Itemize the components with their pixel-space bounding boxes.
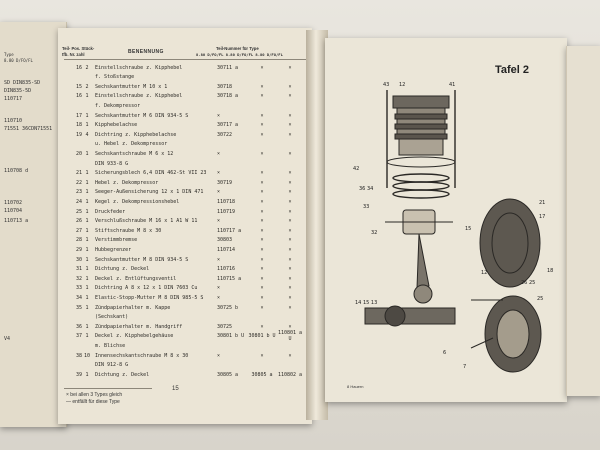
cell-c1: 30805 a xyxy=(217,371,239,378)
cell-desc: Druckfeder xyxy=(95,208,126,215)
cell-qty: 1 xyxy=(85,333,89,340)
cell-c2: × xyxy=(260,150,264,157)
cell-pos: 35 xyxy=(75,304,82,311)
cell-desc: Innensechskantschraube M 8 x 30 xyxy=(95,352,189,359)
cell-c2: × xyxy=(260,275,264,282)
cell-c2: × xyxy=(260,237,264,244)
cell-c2: × xyxy=(260,323,264,330)
column-header-types: Teil-Nummer für Type xyxy=(216,46,259,51)
cell-c2: × xyxy=(260,131,264,138)
cell-c2: × xyxy=(260,256,264,263)
edge-line: 110710 xyxy=(4,118,23,124)
cell-desc: Dichtring A 8 x 12 x 1 DIN 7603 Cu xyxy=(95,285,198,292)
cell-qty: 1 xyxy=(85,237,89,244)
cell-pos: 30 xyxy=(75,256,82,263)
cell-desc: Sechskantmutter M 10 x 1 xyxy=(95,83,168,90)
cell-desc: m. Blichse xyxy=(95,342,126,349)
footnote-1: × bei allen 3 Types gleich xyxy=(66,392,123,398)
svg-text:42: 42 xyxy=(353,166,360,172)
cell-c2: × xyxy=(260,304,264,311)
svg-text:36 34: 36 34 xyxy=(359,186,374,192)
exploded-diagram-page xyxy=(325,38,567,402)
cell-c3: × xyxy=(288,218,292,225)
cell-qty: 1 xyxy=(85,93,89,100)
cell-c3: × xyxy=(288,64,292,71)
cell-c2: × xyxy=(260,352,264,359)
cell-c1: 110716 xyxy=(217,266,236,273)
cell-c3: × xyxy=(288,294,292,301)
engine-exploded-view xyxy=(325,38,567,402)
cell-c1: × xyxy=(217,189,221,196)
cell-qty: 1 xyxy=(85,256,89,263)
cell-c3: × xyxy=(288,304,292,311)
cell-c3: × xyxy=(288,83,292,90)
cell-qty: 1 xyxy=(85,179,89,186)
svg-text:12: 12 xyxy=(481,270,488,276)
cell-pos: 22 xyxy=(75,179,82,186)
cell-pos: 27 xyxy=(75,227,82,234)
cell-c2: × xyxy=(260,218,264,225)
cell-qty: 1 xyxy=(85,323,89,330)
cell-desc: Einstellschraube z. Kipphebel xyxy=(95,64,183,71)
cell-pos: 19 xyxy=(75,131,82,138)
cell-c1: 110714 xyxy=(217,246,236,253)
cell-c1: × xyxy=(217,112,221,119)
edge-line: 110708 d xyxy=(4,168,29,174)
cell-c2: × xyxy=(260,179,264,186)
cell-c3: × xyxy=(288,198,292,205)
cell-desc: Deckel z. Entlüftungsventil xyxy=(95,275,177,282)
cell-c1: 30801 b U xyxy=(217,333,245,340)
table-row xyxy=(64,369,306,380)
cell-desc: Hebel z. Dekompressor xyxy=(95,179,159,186)
svg-text:26 25: 26 25 xyxy=(521,280,536,286)
cell-c2: × xyxy=(260,122,264,129)
svg-text:6: 6 xyxy=(443,350,447,356)
cell-desc: f. Stoßstange xyxy=(95,74,135,81)
edge-header: Type xyxy=(4,52,14,57)
cell-c3: × xyxy=(288,275,292,282)
cell-c1: × xyxy=(217,218,221,225)
cell-pos: 33 xyxy=(75,285,82,292)
cell-qty: 1 xyxy=(85,275,89,282)
cell-qty: 4 xyxy=(85,131,89,138)
cell-qty: 1 xyxy=(85,246,89,253)
cell-desc: Seeger-Außensicherung 12 x 1 DIN 471 xyxy=(95,189,204,196)
cell-c1: × xyxy=(217,170,221,177)
footnote-rule xyxy=(64,388,152,389)
cell-c1: 110719 xyxy=(217,208,236,215)
cell-c1: 30725 xyxy=(217,323,233,330)
cell-pos: 31 xyxy=(75,266,82,273)
svg-text:7: 7 xyxy=(463,364,467,370)
edge-line: 71551 36CDN71551 xyxy=(4,126,53,132)
cell-c1: 30718 xyxy=(217,83,233,90)
cell-desc: Hubbegrenzer xyxy=(95,246,132,253)
cell-desc: Kipphebelachse xyxy=(95,122,138,129)
cell-c3: × xyxy=(288,93,292,100)
cell-qty: 2 xyxy=(85,83,89,90)
cell-pos: 16 xyxy=(75,93,82,100)
cell-desc: Sechskantmutter M 6 DIN 934-5 S xyxy=(95,112,189,119)
cell-desc: Zündpapierhalter m. Handgriff xyxy=(95,323,183,330)
cell-desc: Stiftschraube M 8 x 30 xyxy=(95,227,162,234)
cell-desc: Kegel z. Dekompressionshebel xyxy=(95,198,180,205)
cell-c1: 30725 b xyxy=(217,304,239,311)
cell-c2: × xyxy=(260,285,264,292)
cell-c3: 110802 a xyxy=(277,371,303,378)
cell-qty: 1 xyxy=(85,218,89,225)
parts-list-page xyxy=(58,28,312,424)
cell-pos: 32 xyxy=(75,275,82,282)
cell-c3: × xyxy=(288,256,292,263)
cell-qty: 1 xyxy=(85,266,89,273)
cell-pos: 38 xyxy=(75,352,82,359)
cell-pos: 15 xyxy=(75,83,82,90)
cell-c1: × xyxy=(217,285,221,292)
cell-qty: 1 xyxy=(85,208,89,215)
cell-c2: 30805 a xyxy=(251,371,273,378)
column-header-desc: BENENNUNG xyxy=(128,49,164,55)
cell-c2: × xyxy=(260,93,264,100)
column-header-pos: Teil- Pos. Stück- xyxy=(62,46,95,51)
cell-c3: × xyxy=(288,323,292,330)
cell-pos: 37 xyxy=(75,333,82,340)
cell-c1: 30717 a xyxy=(217,122,239,129)
cell-qty: 1 xyxy=(85,112,89,119)
cell-pos: 39 xyxy=(75,371,82,378)
cell-c3: × xyxy=(288,150,292,157)
cell-qty: 1 xyxy=(85,371,89,378)
cell-c1: 30803 xyxy=(217,237,233,244)
cell-pos: 36 xyxy=(75,323,82,330)
cell-qty: 10 xyxy=(83,352,91,359)
cell-qty: 1 xyxy=(85,227,89,234)
cell-pos: 26 xyxy=(75,218,82,225)
cell-c3: × xyxy=(288,131,292,138)
cell-c3: × xyxy=(288,227,292,234)
cell-qty: 1 xyxy=(85,150,89,157)
cell-c1: 110717 a xyxy=(217,227,242,234)
cell-qty: 1 xyxy=(85,170,89,177)
cell-desc: Elastic-Stopp-Mutter M 8 DIN 985-5 S xyxy=(95,294,204,301)
column-header-type-names: 8.80 D/FO/FL 8.80 D/FO/FL 8.80 D/FO/FL xyxy=(196,52,283,57)
svg-text:43: 43 xyxy=(383,82,390,88)
svg-text:21: 21 xyxy=(539,200,546,206)
cell-qty: 1 xyxy=(85,198,89,205)
cell-qty: 1 xyxy=(85,189,89,196)
footnote-2: — entfällt für diese Type xyxy=(66,399,120,405)
page-number: 15 xyxy=(172,386,179,392)
previous-page-edge xyxy=(0,22,67,427)
next-page-edge xyxy=(566,46,600,396)
edge-line: 110713 a xyxy=(4,218,29,224)
svg-text:12: 12 xyxy=(399,82,406,88)
cell-desc: Dichtung z. Deckel xyxy=(95,266,150,273)
svg-text:32: 32 xyxy=(371,230,378,236)
cell-c2: × xyxy=(260,227,264,234)
plate-footer: 8 Hauern xyxy=(347,384,364,389)
cell-c3: × xyxy=(288,112,292,119)
cell-c3: × xyxy=(288,189,292,196)
cell-desc: Verstimmbremse xyxy=(95,237,138,244)
cell-pos: 24 xyxy=(75,198,82,205)
cell-c2: × xyxy=(260,112,264,119)
cell-desc: DIN 912-8 G xyxy=(95,362,129,369)
cell-pos: 17 xyxy=(75,112,82,119)
cell-desc: Deckel z. Kipphebelgehäuse xyxy=(95,333,174,340)
cell-c2: × xyxy=(260,64,264,71)
edge-line: DIN835-5D xyxy=(4,88,32,94)
cell-c1: 30718 a xyxy=(217,93,239,100)
svg-text:18: 18 xyxy=(547,268,554,274)
cell-pos: 34 xyxy=(75,294,82,301)
edge-line: 110702 xyxy=(4,200,23,206)
cell-desc: DIN 933-8 G xyxy=(95,160,129,167)
cell-pos: 29 xyxy=(75,246,82,253)
cell-c3: × xyxy=(288,246,292,253)
cell-c2: × xyxy=(260,189,264,196)
cell-c2: × xyxy=(260,198,264,205)
cell-desc: Zündpapierhalter m. Kappe xyxy=(95,304,171,311)
header-rule xyxy=(64,59,306,60)
edge-line: SD DIN835-SD xyxy=(4,80,41,86)
cell-pos: 23 xyxy=(75,189,82,196)
cell-c3: × xyxy=(288,266,292,273)
cell-c2: × xyxy=(260,266,264,273)
cell-c3: × xyxy=(288,237,292,244)
cell-qty: 1 xyxy=(85,122,89,129)
cell-pos: 25 xyxy=(75,208,82,215)
cell-qty: 1 xyxy=(85,304,89,311)
cell-c3: × xyxy=(288,352,292,359)
cell-qty: 1 xyxy=(85,285,89,292)
cell-desc: Verschlußschraube M 16 x 1 A1 W 11 xyxy=(95,218,198,225)
plate-title: Tafel 2 xyxy=(495,64,530,76)
cell-c1: 30711 a xyxy=(217,64,239,71)
cell-desc: (Sechskant) xyxy=(95,314,129,321)
cell-c1: 110715 a xyxy=(217,275,242,282)
svg-text:15: 15 xyxy=(465,226,472,232)
edge-line: V4 xyxy=(4,336,11,342)
cylinder-head-drawing xyxy=(393,96,449,155)
cell-c2: × xyxy=(260,83,264,90)
cell-c2: × xyxy=(260,246,264,253)
cell-c2: × xyxy=(260,208,264,215)
cell-c1: 30719 xyxy=(217,179,233,186)
column-header-pos-sub: tfb. Nr. zahl xyxy=(62,52,85,57)
svg-text:17: 17 xyxy=(539,214,546,220)
cell-c2: × xyxy=(260,294,264,301)
cell-pos: 20 xyxy=(75,150,82,157)
cell-c1: 110718 xyxy=(217,198,236,205)
cell-qty: 2 xyxy=(85,64,89,71)
cell-c3: × xyxy=(288,208,292,215)
cell-c1: × xyxy=(217,294,221,301)
cell-c3: × xyxy=(288,179,292,186)
edge-header-sub: 8.80 D/FO/FL xyxy=(4,58,33,63)
cell-desc: f. Dekompressor xyxy=(95,102,141,109)
cell-desc: Dichtring z. Kipphebelachse xyxy=(95,131,177,138)
cell-c1: × xyxy=(217,352,221,359)
cell-pos: 18 xyxy=(75,122,82,129)
cell-c2: 30801 b U xyxy=(248,333,276,340)
cell-c1: × xyxy=(217,150,221,157)
cell-desc: u. Hebel z. Dekompressor xyxy=(95,141,168,148)
cell-desc: Sechskantmutter M 8 DIN 934-5 S xyxy=(95,256,189,263)
cell-c1: 30722 xyxy=(217,131,233,138)
cell-c1: × xyxy=(217,256,221,263)
svg-text:33: 33 xyxy=(363,204,370,210)
svg-text:25: 25 xyxy=(537,296,544,302)
svg-text:41: 41 xyxy=(449,82,456,88)
cell-c3: × xyxy=(288,170,292,177)
cell-c3: × xyxy=(288,122,292,129)
edge-line: 110717 xyxy=(4,96,23,102)
cell-pos: 21 xyxy=(75,170,82,177)
cell-c3: 110801 a U xyxy=(277,330,303,343)
cell-c3: × xyxy=(288,285,292,292)
cell-desc: Dichtung z. Deckel xyxy=(95,371,150,378)
svg-text:14 15 13: 14 15 13 xyxy=(355,300,378,306)
cell-c2: × xyxy=(260,170,264,177)
cell-pos: 16 xyxy=(75,64,82,71)
cell-qty: 1 xyxy=(85,294,89,301)
cell-desc: Einstellschraube z. Kipphebel xyxy=(95,93,183,100)
edge-line: 110704 xyxy=(4,208,23,214)
cell-desc: Sicherungsblech 6,4 DIN 462-St VII 23 xyxy=(95,170,207,177)
cell-pos: 28 xyxy=(75,237,82,244)
cell-desc: Sechskantschraube M 6 x 12 xyxy=(95,150,174,157)
